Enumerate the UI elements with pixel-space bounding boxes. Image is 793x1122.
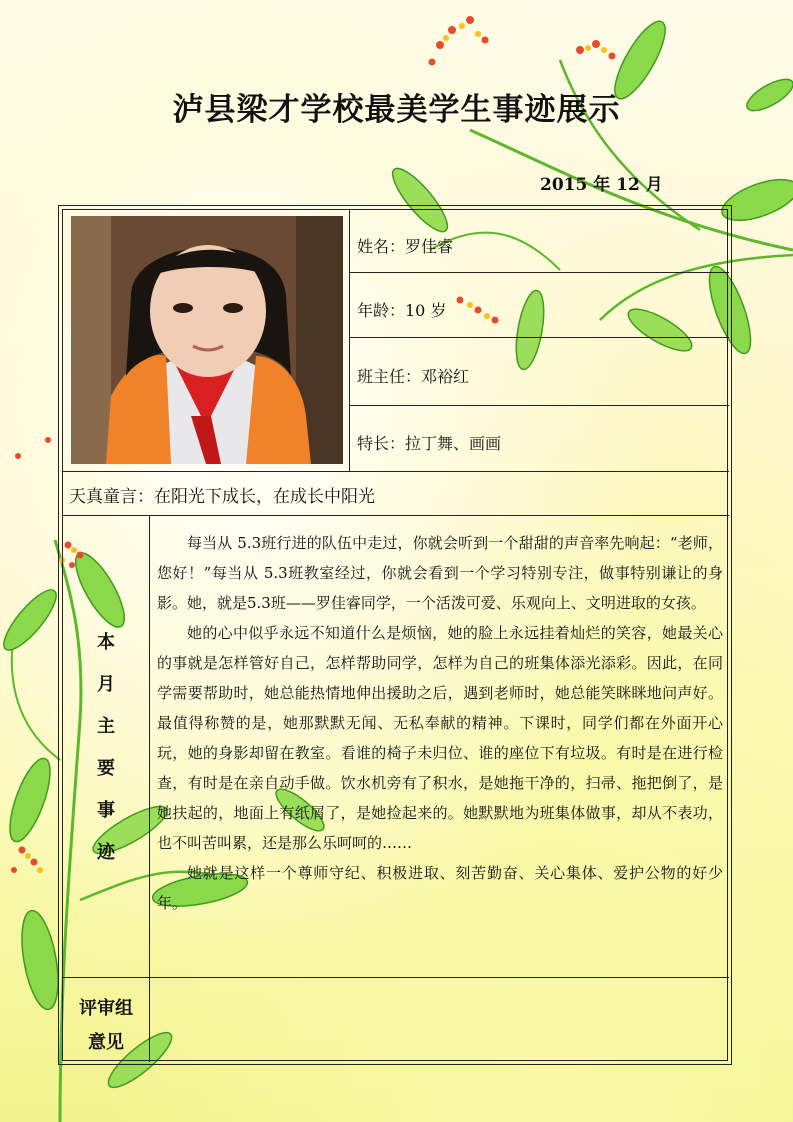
student-age: 年龄：10 岁 — [357, 301, 447, 320]
story-paragraph: 她的心中似乎永远不知道什么是烦恼，她的脸上永远挂着灿烂的笑容，她最关心的事就是怎样管好自己，怎样帮助同学，怎样为自己的班集体添光添彩。因此，在同学需要帮助时，她总能热情地伸出援助之后，遇到老师时，她总能笑眯眯地问声好。最值得称赞的是，她那默默无闻、无私奉献的精神。下课时，同学们都在外面开心玩，她的身影却留在教室。看谁的椅子未归位、谁的座位下有垃圾。有时是在进行检查，有时是在亲自动手做。饮水机旁有了积水，是她拖干净的，扫帚、拖把倒了，是她扶起的，地面上有纸屑了，是她捡起来的。她默默地为班集体做事，却从不表功，也不叫苦叫累，还是那么乐呵呵的…… — [157, 624, 723, 852]
student-motto: 天真童言：在阳光下成长，在成长中阳光 — [69, 487, 375, 507]
record-sheet — [58, 205, 732, 1065]
review-section-label: 评审组 意见 — [79, 998, 133, 1053]
story-section-label: 本 月 主 要 事 迹 — [97, 632, 115, 863]
student-talent: 特长：拉丁舞、画画 — [357, 434, 502, 453]
class-teacher: 班主任：邓裕红 — [357, 367, 470, 386]
story-text — [157, 528, 723, 918]
story-paragraph: 每当从 5.3班行进的队伍中走过，你就会听到一个甜甜的声音率先响起：“老师，您好！”每当从 5.3班教室经过，你就会看到一个学习特别专注，做事特别谦让的身影。她，就是5.3班——罗佳睿同学，一个活泼可爱、乐观向上、文明进取的女孩。 — [157, 534, 723, 612]
story-paragraph: 她就是这样一个尊师守纪、积极进取、刻苦勤奋、关心集体、爱护公物的好少年。 — [157, 864, 723, 912]
student-photo — [71, 216, 343, 464]
report-date: 2015 年 12 月 — [540, 175, 663, 195]
record-table — [62, 209, 728, 1061]
page-title: 泸县梁才学校最美学生事迹展示 — [172, 92, 621, 128]
student-name: 姓名：罗佳睿 — [357, 237, 454, 256]
